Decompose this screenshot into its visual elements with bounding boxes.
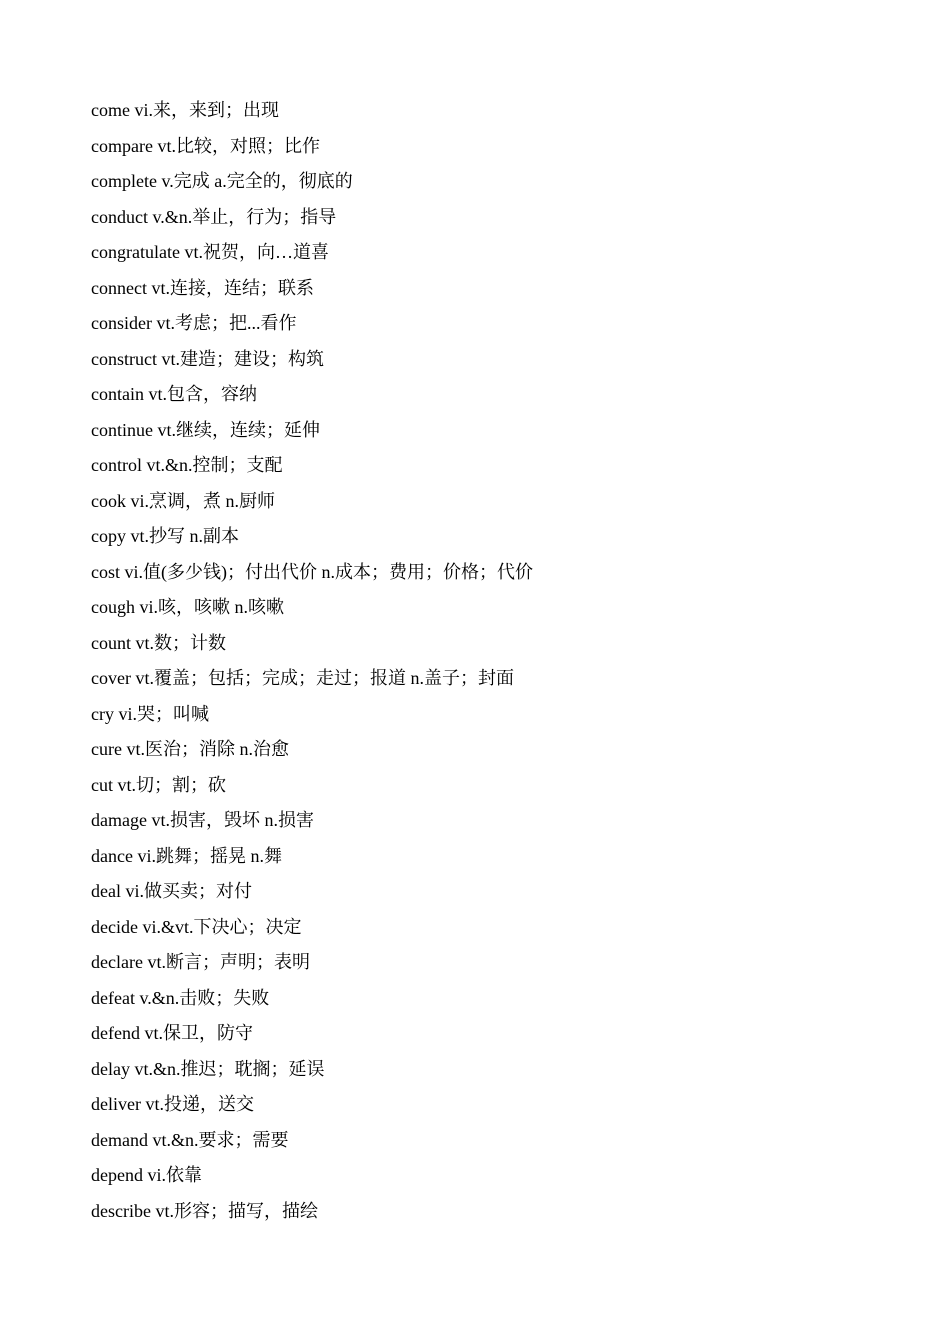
vocab-entry: come vi.来，来到；出现 xyxy=(91,100,279,120)
vocab-entry: demand vt.&n.要求；需要 xyxy=(91,1129,289,1150)
vocab-entry: cook vi.烹调，煮 n.厨师 xyxy=(91,490,275,511)
vocab-entry: count vt.数；计数 xyxy=(91,632,226,653)
vocab-entry: connect vt.连接，连结；联系 xyxy=(91,277,314,298)
vocab-entry: depend vi.依靠 xyxy=(91,1165,202,1185)
vocab-entry: defeat v.&n.击败；失败 xyxy=(91,987,270,1008)
vocab-entry: dance vi.跳舞；摇晃 n.舞 xyxy=(91,845,282,866)
vocab-entry: damage vt.损害，毁坏 n.损害 xyxy=(91,810,314,830)
vocab-entry: decide vi.&vt.下决心；决定 xyxy=(91,916,302,937)
vocab-entry: congratulate vt.祝贺，向…道喜 xyxy=(91,242,329,262)
vocab-entry: construct vt.建造；建设；构筑 xyxy=(91,348,324,369)
vocab-entry: consider vt.考虑；把...看作 xyxy=(91,313,297,333)
vocab-entry: deal vi.做买卖；对付 xyxy=(91,881,252,901)
vocab-entry: cost vi.值(多少钱)；付出代价 n.成本；费用；价格；代价 xyxy=(91,561,533,582)
vocab-entry: cry vi.哭；叫喊 xyxy=(91,703,209,724)
vocab-entry: delay vt.&n.推迟；耽搁；延误 xyxy=(91,1058,325,1079)
vocab-entry: complete v.完成 a.完全的，彻底的 xyxy=(91,171,353,191)
vocab-entry: cough vi.咳，咳嗽 n.咳嗽 xyxy=(91,597,284,617)
vocab-entry: defend vt.保卫，防守 xyxy=(91,1023,253,1043)
vocab-entry: compare vt.比较，对照；比作 xyxy=(91,135,320,156)
vocab-entry: control vt.&n.控制；支配 xyxy=(91,455,283,475)
vocab-entry: describe vt.形容；描写，描绘 xyxy=(91,1200,318,1221)
vocabulary-list xyxy=(91,93,911,1229)
vocab-entry: contain vt.包含，容纳 xyxy=(91,384,257,404)
vocab-entry: cure vt.医治；消除 n.治愈 xyxy=(91,739,289,759)
vocab-entry: cut vt.切；割；砍 xyxy=(91,774,226,795)
document-page xyxy=(91,93,911,1229)
vocab-entry: continue vt.继续，连续；延伸 xyxy=(91,419,320,440)
vocab-entry: declare vt.断言；声明；表明 xyxy=(91,952,310,972)
vocab-entry: copy vt.抄写 n.副本 xyxy=(91,526,239,546)
vocab-entry: conduct v.&n.举止，行为；指导 xyxy=(91,206,337,227)
vocab-entry: cover vt.覆盖；包括；完成；走过；报道 n.盖子；封面 xyxy=(91,668,514,688)
vocab-entry: deliver vt.投递，送交 xyxy=(91,1094,254,1114)
